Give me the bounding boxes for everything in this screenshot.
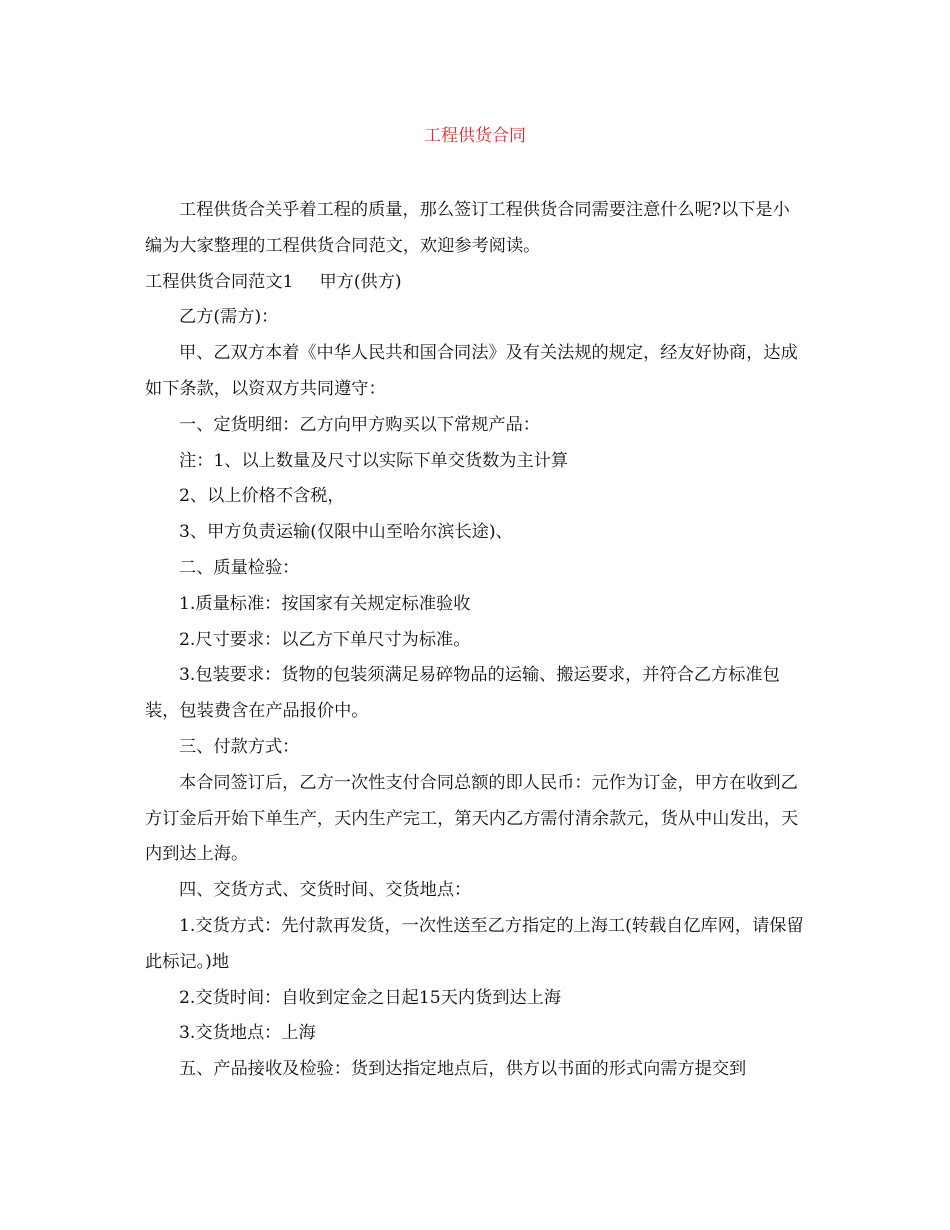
sample-heading-label: 工程供货合同范文1	[145, 271, 294, 292]
note-3: 3、甲方负责运输(仅限中山至哈尔滨长途)、	[179, 522, 513, 543]
section-4-heading: 四、交货方式、交货时间、交货地点：	[179, 880, 472, 901]
section-5-heading: 五、产品接收及检验：货到达指定地点后，供方以书面的形式向需方提交到	[179, 1059, 747, 1080]
section-1-heading: 一、定货明细：乙方向甲方购买以下常规产品：	[179, 414, 540, 435]
note-2: 2、以上价格不含税，	[179, 486, 345, 507]
sample-heading-line	[145, 265, 805, 301]
delivery-time: 2.交货时间：自收到定金之日起15天内货到达上海	[179, 987, 562, 1008]
size-requirement: 2.尺寸要求：以乙方下单尺寸为标准。	[179, 629, 471, 650]
party-a-label: 甲方(供方)	[319, 271, 402, 292]
packaging-requirement: 3.包装要求：货物的包装须满足易碎物品的运输、搬运要求，并符合乙方标准包装，包装费含在产品报价中。	[145, 665, 780, 722]
intro-paragraph: 工程供货合关乎着工程的质量，那么签订工程供货合同需要注意什么呢?以下是小编为大家整理的工程供货合同范文，欢迎参考阅读。	[145, 200, 790, 256]
section-3-heading: 三、付款方式：	[179, 736, 300, 757]
delivery-method: 1.交货方式：先付款再发货，一次性送至乙方指定的上海工(转载自亿库网，请保留此标记。)地	[145, 915, 804, 972]
payment-terms: 本合同签订后，乙方一次性支付合同总额的即人民币：元作为订金，甲方在收到乙方订金后开始下单生产，天内生产完工，第天内乙方需付清余款元，货从中山发出，天内到达上海。	[145, 772, 799, 865]
section-2-heading: 二、质量检验：	[179, 557, 300, 578]
party-b-line: 乙方(需方)：	[179, 307, 279, 328]
document-title: 工程供货合同	[424, 126, 526, 146]
document-body	[145, 193, 805, 1088]
quality-standard: 1.质量标准：按国家有关规定标准验收	[179, 593, 471, 614]
preamble-paragraph: 甲、乙双方本着《中华人民共和国合同法》及有关法规的规定，经友好协商，达成如下条款，以资双方共同遵守：	[145, 343, 798, 399]
delivery-location: 3.交货地点：上海	[179, 1023, 316, 1044]
note-1: 注：1、以上数量及尺寸以实际下单交货数为主计算	[179, 450, 569, 471]
